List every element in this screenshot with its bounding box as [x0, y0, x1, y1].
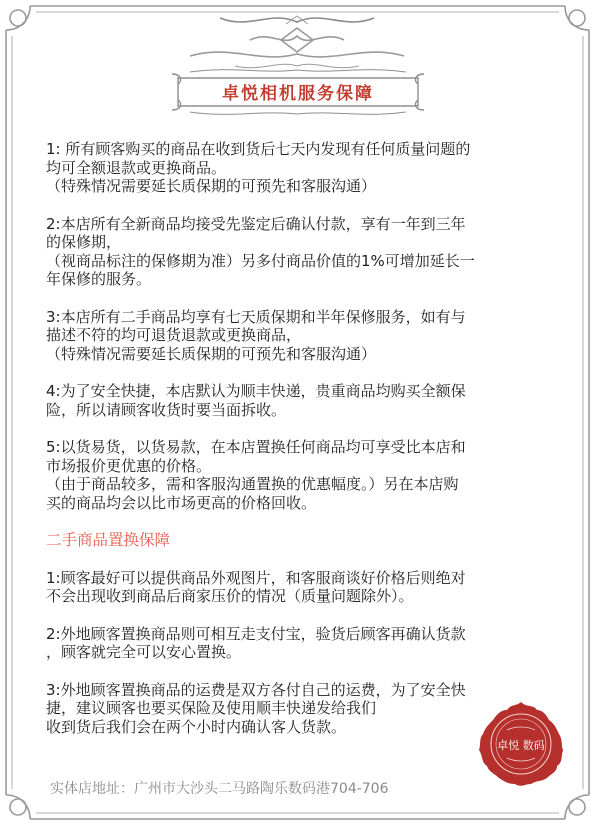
- content-body: [46, 140, 566, 755]
- guarantee-line: （特殊情况需要延长质保期的可预先和客服沟通）: [46, 177, 377, 195]
- trade-in-item-2: [46, 625, 566, 662]
- guarantee-item-3: [46, 308, 566, 364]
- guarantee-line: 2:本店所有全新商品均接受先鉴定后确认付款，享有一年到三年: [46, 214, 466, 233]
- trade-in-heading: 二手商品置换保障: [46, 531, 171, 549]
- store-address: 实体店地址：广州市大沙头二马路陶乐数码港704-706: [50, 781, 389, 797]
- trade-in-line: 2:外地顾客置换商品则可相互走支付宝，验货后顾客再确认货款: [46, 624, 466, 643]
- guarantee-line: 描述不符的均可退货退款或更换商品，: [46, 326, 302, 344]
- brand-seal-icon: [477, 700, 565, 788]
- seal-text: 卓悦 数码: [497, 739, 545, 752]
- trade-in-line: 1:顾客最好可以提供商品外观图片，和客服商谈好价格后则绝对: [46, 568, 466, 587]
- guarantee-line: （视商品标注的保修期为准）另多付商品价值的1%可增加延长一: [46, 251, 475, 270]
- guarantee-line: 3:本店所有二手商品均享有七天质保期和半年保修服务，如有与: [46, 307, 466, 326]
- guarantee-line: 1: 所有顾客购买的商品在收到货后七天内发现有任何质量问题的: [46, 140, 471, 158]
- trade-in-line: 3:外地顾客置换商品的运费是双方各付自己的运费，为了安全快: [46, 680, 466, 699]
- guarantee-item-5: [46, 438, 566, 512]
- trade-in-line: 捷，建议顾客也要买保险及使用顺丰快递发给我们: [46, 699, 377, 717]
- guarantee-item-1: [46, 140, 566, 196]
- guarantee-line: 均可全额退款或更换商品。: [46, 158, 227, 177]
- guarantee-line: 市场报价更优惠的价格。: [46, 456, 212, 475]
- guarantee-item-2: [46, 215, 566, 289]
- trade-in-line: 收到货后我们会在两个小时内确认客人货款。: [46, 717, 347, 736]
- guarantee-item-4: [46, 382, 566, 419]
- title-banner: [178, 73, 418, 109]
- guarantee-line: 的保修期，: [46, 233, 122, 251]
- page-title: 卓悦相机服务保障: [222, 83, 374, 104]
- guarantee-line: （特殊情况需要延长质保期的可预先和客服沟通）: [46, 344, 377, 363]
- guarantee-line: 年保修的服务。: [46, 270, 152, 288]
- guarantee-line: 买的商品均会以比市场更高的价格回收。: [46, 493, 317, 512]
- guarantee-line: 5:以货易货，以货易款，在本店置换任何商品均可享受比本店和: [46, 438, 466, 456]
- guarantee-line: 险，所以请顾客收货时要当面拆收。: [46, 400, 287, 419]
- trade-in-line: 不会出现收到商品后商家压价的情况（质量问题除外）。: [46, 587, 414, 605]
- trade-in-item-1: [46, 569, 566, 606]
- guarantee-line: （由于商品较多，需和客服沟通置换的优惠幅度。）另在本店购: [46, 475, 459, 493]
- trade-in-line: ，顾客就完全可以安心置换。: [46, 643, 242, 661]
- guarantee-line: 4:为了安全快捷，本店默认为顺丰快递，贵重商品均购买全额保: [46, 382, 466, 400]
